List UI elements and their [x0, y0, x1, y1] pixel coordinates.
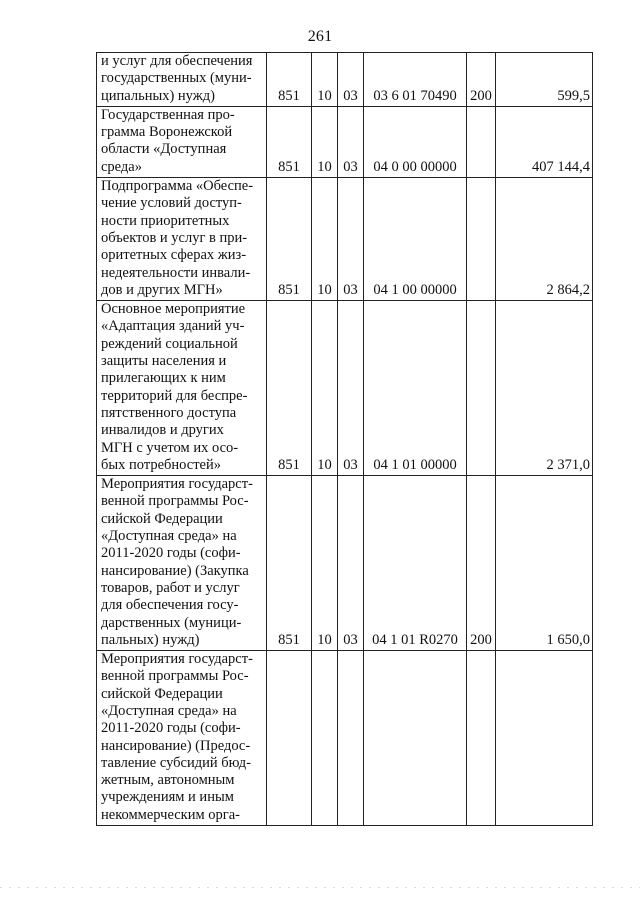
row-description: Подпрограмма «Обеспе- чение условий доступ- ности приоритетных объектов и услуг в при- оритетных сферах жиз- недеятельности инвали- дов и других МГН»: [97, 178, 267, 301]
row-description: Мероприятия государст- венной программы Рос- сийской Федерации «Доступная среда» на 2011-2020 годы (софи- нансирование) (Закупка товаров, работ и услуг для обеспечения госу- дарственных (муници- пальных) нужд): [97, 476, 267, 651]
expense-type-code: 200: [467, 53, 496, 107]
page-number: 261: [307, 28, 333, 45]
target-article-code: 03 6 01 70490: [364, 53, 467, 107]
subsection-code: [338, 651, 364, 826]
amount: 2 864,2: [496, 178, 593, 301]
ministry-code: 851: [267, 178, 312, 301]
row-description: Основное мероприятие «Адаптация зданий уч- реждений социальной защиты населения и прилегающих к ним территорий для беспре- пятственного доступа инвалидов и других МГН с учетом их осо- бых потребностей»: [97, 301, 267, 476]
subsection-code: 03: [338, 106, 364, 177]
table-row: [97, 651, 593, 826]
amount: 2 371,0: [496, 301, 593, 476]
section-code: 10: [312, 476, 338, 651]
subsection-code: 03: [338, 476, 364, 651]
target-article-code: 04 1 01 00000: [364, 301, 467, 476]
table-row: [97, 476, 593, 651]
expense-type-code: [467, 651, 496, 826]
amount: 599,5: [496, 53, 593, 107]
table-row: [97, 301, 593, 476]
expense-type-code: [467, 106, 496, 177]
ministry-code: [267, 651, 312, 826]
target-article-code: 04 0 00 00000: [364, 106, 467, 177]
subsection-code: 03: [338, 178, 364, 301]
section-code: 10: [312, 106, 338, 177]
target-article-code: 04 1 00 00000: [364, 178, 467, 301]
ministry-code: 851: [267, 106, 312, 177]
amount: [496, 651, 593, 826]
row-description: и услуг для обеспечения государственных (муни- ципальных) нужд): [97, 53, 267, 107]
table-row: [97, 53, 593, 107]
expense-type-code: [467, 301, 496, 476]
amount: 1 650,0: [496, 476, 593, 651]
scan-artifact-line: [0, 887, 640, 888]
subsection-code: 03: [338, 301, 364, 476]
section-code: 10: [312, 178, 338, 301]
ministry-code: 851: [267, 301, 312, 476]
ministry-code: 851: [267, 53, 312, 107]
section-code: [312, 651, 338, 826]
target-article-code: [364, 651, 467, 826]
target-article-code: 04 1 01 R0270: [364, 476, 467, 651]
section-code: 10: [312, 53, 338, 107]
amount: 407 144,4: [496, 106, 593, 177]
row-description: Мероприятия государст- венной программы Рос- сийской Федерации «Доступная среда» на 2011-2020 годы (софи- нансирование) (Предос- тавление субсидий бюд- жетным, автономным учреждениям и иным некоммерческим орга-: [97, 651, 267, 826]
table-row: [97, 178, 593, 301]
expense-type-code: [467, 178, 496, 301]
ministry-code: 851: [267, 476, 312, 651]
row-description: Государственная про- грамма Воронежской области «Доступная среда»: [97, 106, 267, 177]
expense-type-code: 200: [467, 476, 496, 651]
table-row: [97, 106, 593, 177]
budget-table: [96, 52, 593, 826]
section-code: 10: [312, 301, 338, 476]
subsection-code: 03: [338, 53, 364, 107]
